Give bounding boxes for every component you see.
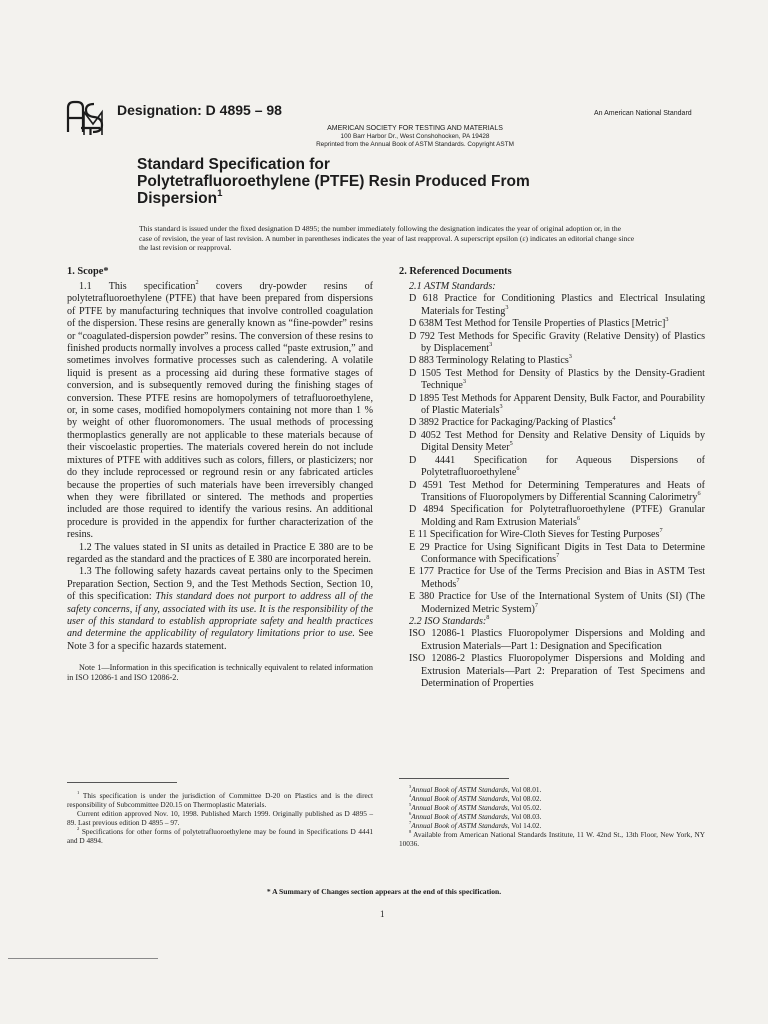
astm-reference-item bbox=[401, 566, 705, 591]
reference-text: D 4441 Specification for Aqueous Dispersions of Polytetrafluoroethylene bbox=[409, 454, 705, 479]
scope-paragraph-1.1 bbox=[67, 281, 373, 542]
iso-reference-item bbox=[401, 628, 705, 653]
footnote-mark: 3 bbox=[462, 378, 467, 386]
footnote-mark: 2 bbox=[77, 826, 80, 832]
american-national-standard-label: An American National Standard bbox=[594, 110, 692, 117]
reference-text: D 618 Practice for Conditioning Plastics and Electrical Insulating Materials for Testing bbox=[409, 293, 705, 317]
note-1: Note 1—Information in this specification is technically equivalent to related information in ISO 12086-1 and ISO 12086-2. bbox=[67, 663, 373, 683]
footnote-mark: 8 bbox=[409, 829, 412, 835]
iso-reference-item bbox=[401, 653, 705, 690]
footnote-1 bbox=[67, 791, 373, 809]
reference-text: ISO 12086-1 Plastics Fluoropolymer Dispersions and Molding and Extrusion Materials—Part 1: Designation and Specification bbox=[409, 628, 705, 652]
astm-reference-item bbox=[401, 368, 705, 393]
astm-reference-item bbox=[401, 318, 705, 330]
title-line-1: Standard Specification for bbox=[137, 156, 330, 173]
footnote-4 bbox=[399, 794, 705, 803]
scope-paragraph-1.2: 1.2 The values stated in SI units as detailed in Practice E 380 are to be regarded as the standard and the practices of E 380 are incorporated herein. bbox=[67, 541, 373, 565]
footnote-7 bbox=[399, 821, 705, 830]
astm-standards-heading: 2.1 ASTM Standards: bbox=[409, 281, 496, 292]
footnote-source-title: Annual Book of ASTM Standards bbox=[411, 803, 508, 812]
iso-standards-heading: 2.2 ISO Standards: bbox=[409, 615, 487, 627]
reference-text: D 3892 Practice for Packaging/Packing of Plastics bbox=[409, 417, 613, 429]
reference-text: D 883 Terminology Relating to Plastics bbox=[409, 355, 569, 367]
reference-text: E 11 Specification for Wire-Cloth Sieves for Testing Purposes bbox=[409, 529, 660, 541]
astm-reference-item bbox=[401, 417, 705, 429]
footnote-mark: 1 bbox=[77, 790, 80, 796]
iso-standards-list bbox=[399, 628, 705, 690]
footnote-source-title: Annual Book of ASTM Standards bbox=[411, 785, 508, 794]
right-column bbox=[399, 266, 705, 690]
astm-reference-item bbox=[401, 355, 705, 367]
footnote-mark: 3 bbox=[499, 403, 503, 411]
preamble: This standard is issued under the fixed designation D 4895; the number immediately following the designation indicates the year of original adoption or, in the case of revision, the year of last revision. A number in parentheses indicates the year of last reapproval. A superscript epsilon (ε) indicates an editorial change since the last revision or reapproval. bbox=[139, 224, 635, 252]
footnote-source-title: Annual Book of ASTM Standards bbox=[411, 812, 508, 821]
footnote-mark: 7 bbox=[659, 527, 663, 535]
scope-p1-rest: covers dry-powder resins of polytetrafluoroethylene (PTFE) that have been prepared from dispersions of PTFE by manufacturing techniques that involve controlled coagulation of the dispersion. These resins are generally known as “fine-powder” resins or “coagulated-dispersion powder” resins. The conversion of these resins to finished products normally involves a process called “paste extrusion,” and sometimes involves formative processes such as calendering. A volatile liquid is present as a processing aid during these formative stages of conversion, and is subsequently removed during the finishing stages of conversion. These PTFE resins are homopolymers of tetrafluoroethylene, or, in some cases, modified homopolymers containing not more than 1 % by weight of other fluoromonomers. The usual methods of processing thermoplastics generally are not applicable to these materials because of their viscoelastic properties. The materials covered herein do not include mixtures of PTFE with additives such as colors, fillers, or plasticizers; nor do they include reprocessed or reground resin or any fabricated articles because the properties of such materials have been irreversibly changed when they were fibrillated or sintered. The methods and properties included are those required to identify the various resins. An additional procedure is provided in the appendix for further characterization of the resins. bbox=[67, 281, 374, 541]
reference-text: D 4052 Test Method for Density and Relative Density of Liquids by Digital Density Meter bbox=[409, 429, 705, 454]
footnote-mark: 3 bbox=[489, 341, 493, 349]
footnote-mark: 4 bbox=[409, 793, 412, 799]
footnote-mark: 7 bbox=[456, 576, 460, 584]
footnote-rule bbox=[399, 778, 509, 779]
scope-paragraph-1.3 bbox=[67, 566, 373, 653]
reference-text: D 638M Test Method for Tensile Properties of Plastics [Metric] bbox=[409, 318, 666, 330]
scope-p1-start: 1.1 This specification bbox=[79, 281, 196, 292]
scope-p3-start: 1.3 The following safety hazards caveat pertains only to the Specimen Preparation Section, Section 9, and the Test Methods Section, Section 10, of this specification: bbox=[67, 566, 373, 603]
footnote-1-text: This specification is under the jurisdiction of Committee D-20 on Plastics and is the direct responsibility of Subcommittee D20.15 on Thermoplastic Materials. bbox=[67, 791, 373, 809]
page-number: 1 bbox=[380, 909, 385, 919]
footnote-mark: 6 bbox=[516, 465, 520, 473]
title-line-2: Polytetrafluoroethylene (PTFE) Resin Produced From bbox=[137, 173, 530, 190]
reference-text: D 4894 Specification for Polytetrafluoroethylene (PTFE) Granular Molding and Ram Extrusion Materials bbox=[409, 504, 705, 528]
footnote-source-title: Annual Book of ASTM Standards bbox=[411, 794, 508, 803]
footnote-2 bbox=[67, 827, 373, 845]
footnote-mark: 5 bbox=[509, 440, 513, 448]
footnote-mark: 4 bbox=[612, 415, 616, 423]
footnote-mark: 3 bbox=[409, 784, 412, 790]
footnotes-right bbox=[399, 778, 705, 848]
reference-text: D 792 Test Methods for Specific Gravity (Relative Density) of Plastics by Displacement bbox=[409, 330, 705, 355]
footnote-source-title: Annual Book of ASTM Standards bbox=[411, 821, 508, 830]
footnote-mark: 7 bbox=[409, 820, 412, 826]
footnote-mark: 3 bbox=[568, 353, 572, 361]
footnote-mark: 6 bbox=[697, 489, 701, 497]
astm-reference-item bbox=[401, 430, 705, 455]
reference-text: D 4591 Test Method for Determining Temperatures and Heats of Transitions of Fluoropolymers by Differential Scanning Calorimetry bbox=[409, 479, 705, 503]
footnote-1b: Current edition approved Nov. 10, 1998. Published March 1999. Originally published as D 4895 – 89. Last previous edition D 4895 – 97. bbox=[67, 809, 373, 827]
astm-reference-item bbox=[401, 331, 705, 356]
footnote-text: , Vol 08.01. bbox=[507, 785, 542, 794]
reference-text: E 29 Practice for Using Significant Digits in Test Data to Determine Conformance with Specifications bbox=[409, 541, 705, 565]
footnote-text: Available from American National Standards Institute, 11 W. 42nd St., 13th Floor, New York, NY 10036. bbox=[399, 830, 705, 848]
footnote-mark: 8 bbox=[486, 613, 490, 621]
scope-heading: 1. Scope* bbox=[67, 266, 109, 277]
reference-text: E 177 Practice for Use of the Terms Precision and Bias in ASTM Test Methods bbox=[409, 566, 705, 590]
scope-body bbox=[67, 281, 373, 653]
designation: Designation: D 4895 – 98 bbox=[117, 102, 282, 118]
footnote-8 bbox=[399, 830, 705, 848]
astm-reference-item bbox=[401, 293, 705, 318]
astm-reference-item bbox=[401, 591, 705, 616]
publisher-block bbox=[300, 125, 530, 149]
footnotes-left bbox=[67, 782, 373, 845]
safety-caveat: This standard does not purport to address all of the safety concerns, if any, associated with its use. It is the responsibility of the user of this standard to establish appropriate safety and health practices and determine the applicability of regulatory limitations prior to use. bbox=[67, 591, 374, 640]
astm-reference-item bbox=[401, 504, 705, 529]
footnote-mark: 3 bbox=[665, 316, 669, 324]
footnote-mark: 6 bbox=[576, 514, 580, 522]
title-line-3-text: Dispersion bbox=[137, 190, 218, 207]
footnote-mark: 1 bbox=[217, 187, 223, 199]
publisher-address: 100 Barr Harbor Dr., West Conshohocken, PA 19428 bbox=[340, 133, 490, 140]
title-line-3 bbox=[137, 187, 530, 207]
footnote-3 bbox=[399, 785, 705, 794]
reference-text: D 1895 Test Methods for Apparent Density, Bulk Factor, and Pourability of Plastic Materials bbox=[409, 392, 705, 417]
footnote-6 bbox=[399, 812, 705, 821]
astm-standards-list bbox=[399, 293, 705, 616]
footnote-mark: 7 bbox=[534, 601, 538, 609]
footnote-text: , Vol 14.02. bbox=[507, 821, 542, 830]
footnote-text: , Vol 08.02. bbox=[507, 794, 542, 803]
references-heading: 2. Referenced Documents bbox=[399, 266, 512, 277]
footnote-text: , Vol 08.03. bbox=[507, 812, 542, 821]
reference-text: D 1505 Test Method for Density of Plastics by the Density-Gradient Technique bbox=[409, 367, 705, 392]
footnote-mark: 2 bbox=[195, 279, 199, 287]
astm-reference-item bbox=[401, 393, 705, 418]
footnote-2-text: Specifications for other forms of polytetrafluoroethylene may be found in Specifications D 4441 and D 4894. bbox=[67, 827, 373, 845]
reference-text: E 380 Practice for Use of the International System of Units (SI) (The Modernized Metric System) bbox=[409, 591, 705, 615]
footnote-rule bbox=[67, 782, 177, 783]
footnote-mark: 6 bbox=[409, 811, 412, 817]
astm-logo bbox=[64, 98, 110, 136]
footnote-5 bbox=[399, 803, 705, 812]
footnotes-right-list bbox=[399, 785, 705, 848]
footnote-mark: 7 bbox=[556, 551, 560, 559]
scope-p3-end: See Note 3 for a specific hazards statement. bbox=[67, 628, 373, 652]
footnote-mark: 5 bbox=[409, 802, 412, 808]
scan-edge-line bbox=[8, 958, 158, 959]
publisher-name: AMERICAN SOCIETY FOR TESTING AND MATERIALS bbox=[327, 125, 503, 132]
footnote-text: , Vol 05.02. bbox=[507, 803, 542, 812]
reference-text: ISO 12086-2 Plastics Fluoropolymer Dispersions and Molding and Extrusion Materials—Part 2: Preparation of Test Specimens and Determination of Properties bbox=[409, 653, 705, 689]
astm-reference-item bbox=[401, 480, 705, 505]
summary-of-changes-note: * A Summary of Changes section appears at the end of this specification. bbox=[266, 887, 502, 896]
document-title bbox=[137, 156, 530, 207]
reprint-note: Reprinted from the Annual Book of ASTM Standards. Copyright ASTM bbox=[316, 141, 514, 148]
astm-reference-item bbox=[401, 455, 705, 480]
footnote-mark: 3 bbox=[505, 303, 509, 311]
astm-reference-item bbox=[401, 542, 705, 567]
astm-reference-item bbox=[401, 529, 705, 541]
left-column bbox=[67, 266, 373, 683]
